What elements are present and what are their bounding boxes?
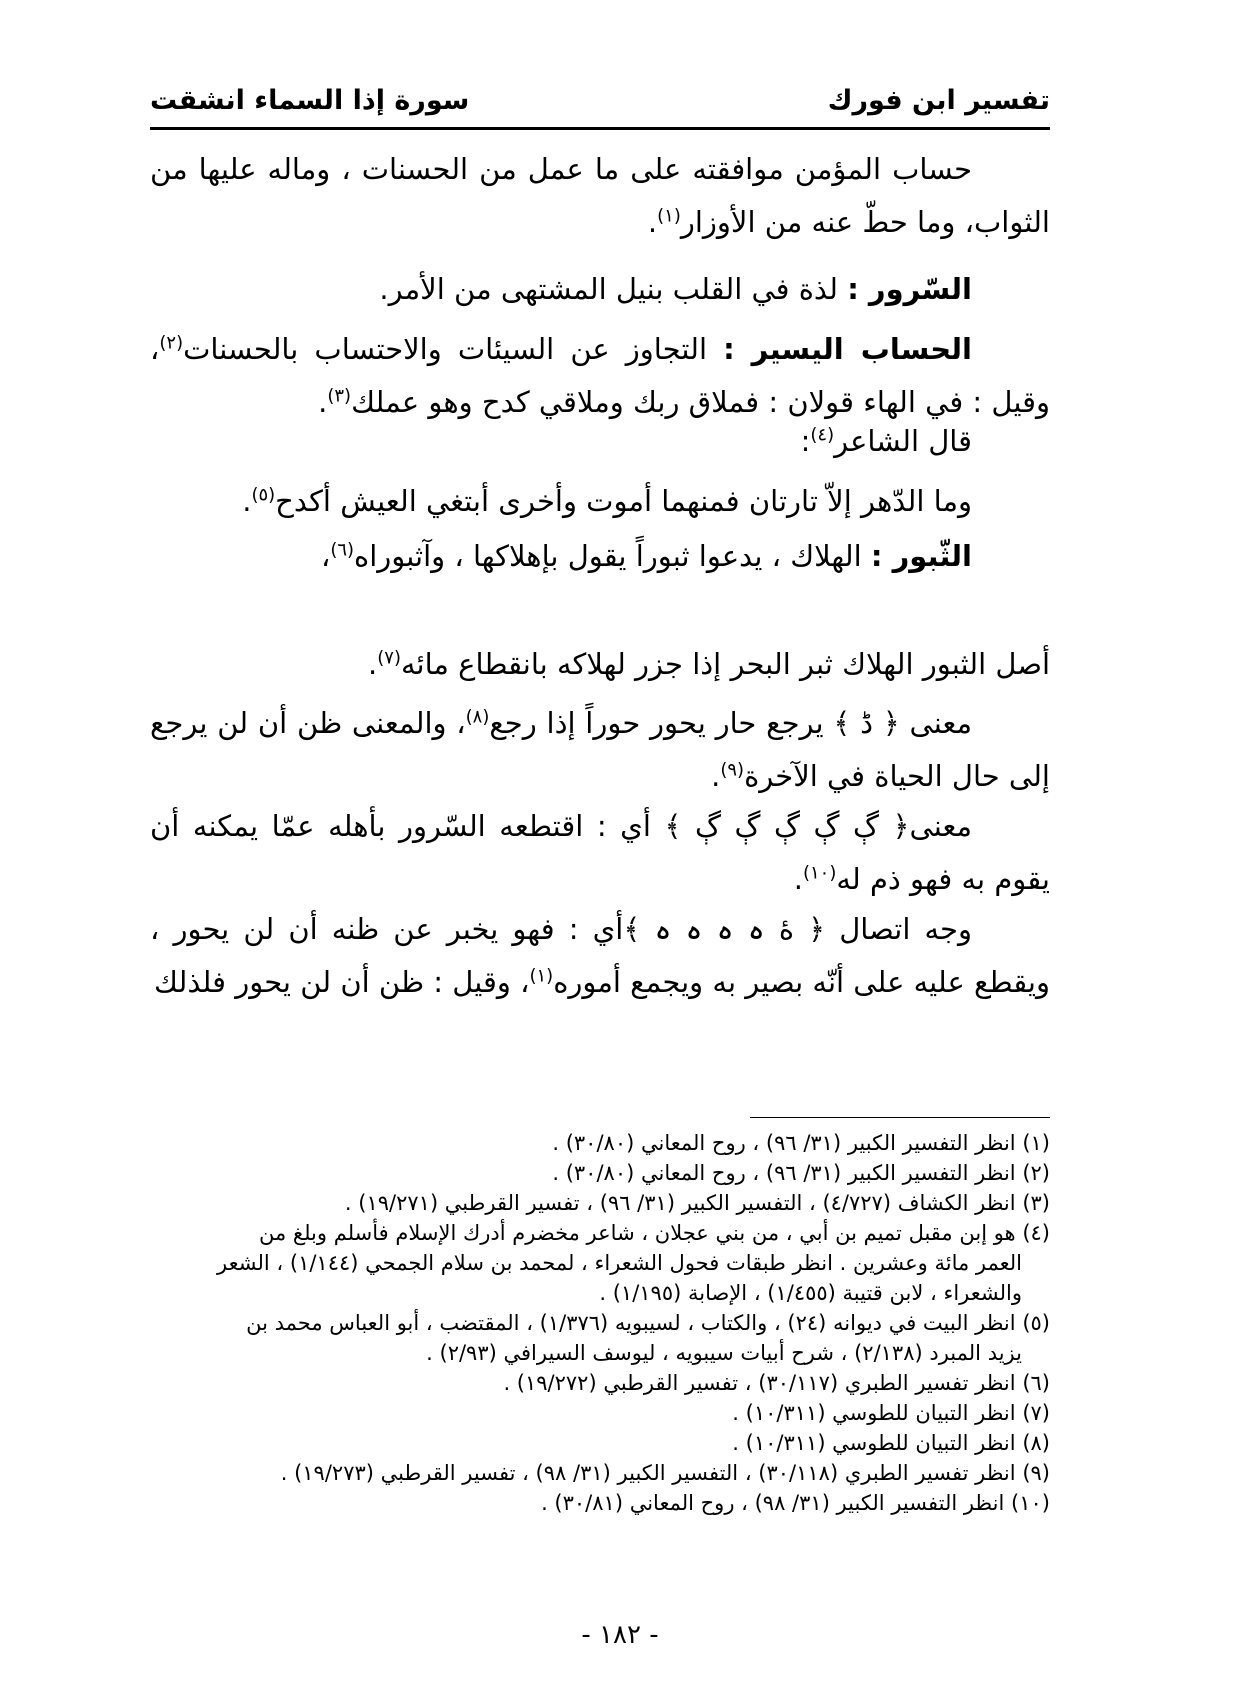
body-block-verse: [150, 475, 1050, 528]
footnote-ref: (٦): [330, 539, 355, 561]
footnote-9: (٩) انظر تفسير الطبري (٣٠/١١٨) ، التفسير الكبير (٣١/ ٩٨) ، تفسير القرطبي (١٩/٢٧٣) .: [280, 1461, 1050, 1485]
footnote-8: (٨) انظر التبيان للطوسي (١٠/٣١١) .: [732, 1431, 1050, 1455]
paragraph-ittisal: وجه اتصال ﴿ ۀ ہ ہ ہ ہ ﴾أي : فهو يخبر عن ظنه أن لن يحور ، ويقطع عليه على أنّه بصير به ويجمع أموره$^{(١)}$، وقيل : ظن أن لن يحور فلذلك: [150, 912, 1050, 999]
footnote-10: (١٠) انظر التفسير الكبير (٣١/ ٩٨) ، روح المعاني (٣٠/٨١) .: [541, 1491, 1050, 1515]
book-title: تفسير ابن فورك: [827, 85, 1050, 116]
footnote-ref: (١): [657, 205, 681, 227]
paragraph-yahur: معنى ﴿ ڈ ﴾ يرجع حار يحور حوراً إذا رجع$^{(٨)}$، والمعنى ظن أن لن يرجع إلى حال الحياة في الآخرة$^{(٩)}$.: [150, 706, 1050, 793]
body-block-3: [150, 323, 1050, 429]
page-number: - ١٨٢ -: [581, 1620, 659, 1650]
body-block-1: [150, 143, 1050, 249]
footnote-5: (٥) انظر البيت في ديوانه (٢٤) ، والكتاب ، لسيبويه (١/٣٧٦) ، المقتضب ، أبو العباس محمد بن يزيد المبرد (٢/١٣٨) ، شرح أبيات سيبويه ، ليوسف السيرافي (٢/٩٣) .: [246, 1311, 1050, 1365]
body-block-6: [150, 638, 1050, 691]
footnote-ref: (٧): [377, 647, 401, 669]
header-rule: [150, 127, 1050, 130]
footnote-6: (٦) انظر تفسير الطبري (٣٠/١١٧) ، تفسير القرطبي (١٩/٢٧٢) .: [503, 1371, 1050, 1395]
footnote-2: (٢) انظر التفسير الكبير (٣١/ ٩٦) ، روح المعاني (٣٠/٨٠) .: [552, 1161, 1050, 1185]
footnote-ref: (٥): [251, 484, 276, 506]
footnote-ref: (٤): [810, 424, 835, 446]
verse-line: وما الدّهر إلاّ تارتان فمنهما أموت وأخرى أبتغي العيش أكدح$^{(٥)}$.: [242, 484, 972, 518]
paragraph-asl-thubur: أصل الثبور الهلاك ثبر البحر إذا جزر لهلاكه بانقطاع مائه$^{(٧)}$.: [368, 647, 1050, 681]
paragraph-surur-ahl: معنى﴿ ڳ ڳ ڳ ڳ ڳ ﴾ أي : اقتطعه السّرور بأهله عمّا يمكنه أن يقوم به فهو ذم له$^{(١٠)}$.: [150, 809, 1050, 896]
footnote-ref: (٣): [327, 385, 352, 407]
footnote-7: (٧) انظر التبيان للطوسي (١٠/٣١١) .: [732, 1401, 1050, 1425]
footnote-ref: (٨): [465, 706, 490, 728]
term-surur: السّرور :: [847, 272, 972, 306]
footnote-ref: (٢): [159, 332, 184, 354]
term-thubur: الثّبور :: [870, 539, 972, 573]
footnote-1: (١) انظر التفسير الكبير (٣١/ ٩٦) ، روح المعاني (٣٠/٨٠) .: [552, 1131, 1050, 1155]
body-block-8: [150, 800, 1050, 906]
term-hisab-yasir: الحساب اليسير :: [723, 332, 972, 366]
footnote-ref: (١٠): [802, 862, 837, 884]
footnote-ref: (٩): [720, 759, 745, 781]
footnote-4: (٤) هو إبن مقبل تميم بن أبي ، من بني عجلان ، شاعر مخضرم أدرك الإسلام فأسلم وبلغ من العمر مائة وعشرين . انظر طبقات فحول الشعراء ، لمحمد بن سلام الجمحي (١/١٤٤) ، الشعر والشعراء ، لابن قتيبة (١/٤٥٥) ، الإصابة (١/١٩٥) .: [217, 1221, 1050, 1305]
body-block-4: [150, 415, 1050, 468]
paragraph-poet: قال الشاعر$^{(٤)}$:: [800, 424, 972, 458]
footnotes: [150, 1128, 1050, 1518]
paragraph-surur: السّرور : لذة في القلب بنيل المشتهى من الأمر.: [379, 272, 972, 306]
running-header: [150, 85, 1050, 125]
paragraph-hisab-yasir: الحساب اليسير : التجاوز عن السيئات والاحتساب بالحسنات$^{(٢)}$، وقيل : في الهاء قولان : فملاق ربك وملاقي كدح وهو عملك$^{(٣)}$.: [150, 332, 1050, 419]
surah-title: سورة إذا السماء انشقت: [150, 85, 470, 116]
footnote-ref: (١): [529, 965, 554, 987]
body-block-2: [150, 263, 1050, 316]
body-block-7: [150, 697, 1050, 803]
paragraph-hisab: حساب المؤمن موافقته على ما عمل من الحسنات ، وماله عليها من الثواب، وما حطّ عنه من الأوزار$^{(١)}$.: [150, 152, 1050, 239]
body-block-9: [150, 903, 1050, 1009]
body-block-5: [150, 530, 1050, 583]
paragraph-thubur: الثّبور : الهلاك ، يدعوا ثبوراً يقول بإهلاكها ، وآثبوراه$^{(٦)}$،: [320, 539, 972, 573]
footnote-3: (٣) انظر الكشاف (٤/٧٢٧) ، التفسير الكبير (٣١/ ٩٦) ، تفسير القرطبي (١٩/٢٧١) .: [344, 1191, 1050, 1215]
